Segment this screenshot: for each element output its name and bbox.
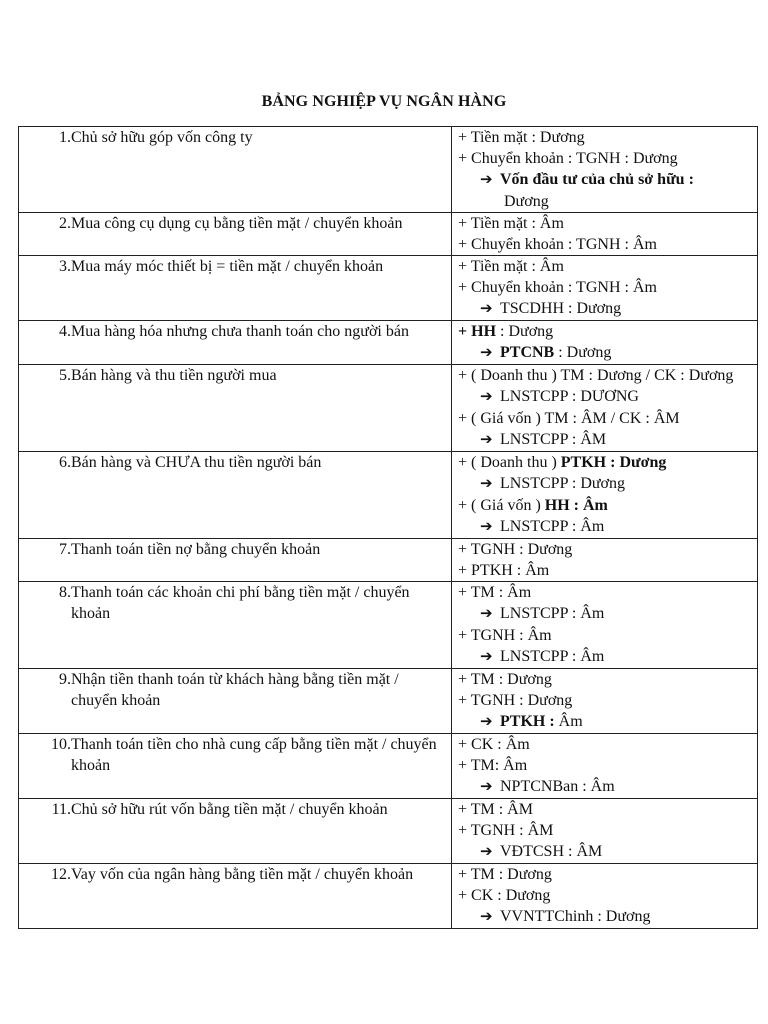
- arrow-right-icon: ➔: [480, 909, 493, 925]
- arrow-right-icon: ➔: [480, 714, 493, 730]
- entry-result-line: [458, 711, 757, 733]
- entry-text: + Tiền mặt : Âm: [458, 258, 564, 275]
- operation-text: Mua công cụ dụng cụ bằng tiền mặt / chuyển khoản: [71, 215, 403, 232]
- operation-cell: [19, 799, 452, 864]
- entry-bold-account: PTKH :: [500, 713, 555, 730]
- operation-cell: [19, 452, 452, 539]
- operation-cell: [19, 864, 452, 929]
- row-number-label: 8.: [59, 584, 71, 601]
- entry-result-line: [458, 841, 757, 863]
- entry-line: [458, 734, 757, 755]
- entry-line: [458, 864, 757, 885]
- entry-line: [458, 495, 757, 516]
- table-row: [19, 734, 758, 799]
- entry-text: NPTCNBan : Âm: [500, 778, 615, 795]
- operation-cell: [19, 669, 452, 734]
- entry-result-line: [458, 603, 757, 625]
- entry-line: [458, 408, 757, 429]
- row-number: [19, 582, 71, 624]
- entries-cell: [452, 365, 758, 452]
- operation-cell: [19, 539, 452, 582]
- entry-text: + Tiền mặt : Dương: [458, 129, 585, 146]
- row-number: [19, 256, 71, 277]
- entry-text: + Chuyển khoản : TGNH : Âm: [458, 236, 657, 253]
- row-number-label: 3.: [59, 258, 71, 275]
- entry-text: + CK : Dương: [458, 887, 551, 904]
- operation-cell: [19, 256, 452, 321]
- arrow-right-icon: ➔: [480, 476, 493, 492]
- row-number: [19, 734, 71, 776]
- entry-text: + CK : Âm: [458, 736, 530, 753]
- entry-bold-account: Vốn đầu tư của chủ sở hữu :: [500, 171, 694, 188]
- entry-text: LNSTCPP : Âm: [500, 605, 605, 622]
- entry-line: [458, 625, 757, 646]
- operation-text: Bán hàng và thu tiền người mua: [71, 367, 277, 384]
- table-row: [19, 213, 758, 256]
- arrow-right-icon: ➔: [480, 301, 493, 317]
- entry-text: + ( Giá vốn ) TM : ÂM / CK : ÂM: [458, 410, 680, 427]
- operation-text: Chủ sở hữu góp vốn công ty: [71, 129, 253, 146]
- entry-text: LNSTCPP : ÂM: [500, 431, 607, 448]
- entry-result-line: [458, 429, 757, 451]
- entry-result-line: [458, 473, 757, 495]
- entry-line: [458, 234, 757, 255]
- operation-text: Mua hàng hóa nhưng chưa thanh toán cho người bán: [71, 323, 409, 340]
- arrow-right-icon: ➔: [480, 432, 493, 448]
- entry-text: VĐTCSH : ÂM: [500, 843, 603, 860]
- arrow-right-icon: ➔: [480, 345, 493, 361]
- arrow-right-icon: ➔: [480, 519, 493, 535]
- arrow-right-icon: ➔: [480, 844, 493, 860]
- row-number-label: 1.: [59, 129, 71, 146]
- operation-text: Thanh toán tiền nợ bằng chuyển khoản: [71, 541, 321, 558]
- row-number: [19, 864, 71, 885]
- entries-cell: [452, 256, 758, 321]
- entries-cell: [452, 127, 758, 213]
- row-number: [19, 799, 71, 820]
- arrow-right-icon: ➔: [480, 389, 493, 405]
- arrow-right-icon: ➔: [480, 779, 493, 795]
- row-number-label: 4.: [59, 323, 71, 340]
- row-number: [19, 669, 71, 711]
- entry-line: [458, 321, 757, 342]
- table-row: [19, 582, 758, 669]
- entries-cell: [452, 864, 758, 929]
- row-number: [19, 539, 71, 560]
- entry-text: + Chuyển khoản : TGNH : Dương: [458, 150, 678, 167]
- entry-continuation-line: [458, 191, 757, 212]
- table-row: [19, 127, 758, 213]
- entry-line: [458, 539, 757, 560]
- row-number: [19, 321, 71, 342]
- table-row: [19, 365, 758, 452]
- entry-line: [458, 365, 757, 386]
- entry-text: + Chuyển khoản : TGNH : Âm: [458, 279, 657, 296]
- entry-line: [458, 582, 757, 603]
- entry-result-line: [458, 342, 757, 364]
- entry-result-line: [458, 776, 757, 798]
- entry-text: + TGNH : ÂM: [458, 822, 554, 839]
- row-number-label: 5.: [59, 367, 71, 384]
- entry-bold-account: PTCNB: [500, 344, 555, 361]
- entry-value: : Dương: [496, 323, 554, 340]
- operation-cell: [19, 734, 452, 799]
- entries-cell: [452, 582, 758, 669]
- row-number-label: 12.: [51, 866, 71, 883]
- operation-text: Nhận tiền thanh toán từ khách hàng bằng tiền mặt / chuyển khoản: [71, 671, 399, 709]
- entries-cell: [452, 669, 758, 734]
- entry-prefix: + ( Giá vốn ): [458, 497, 545, 514]
- entry-text: + TM: Âm: [458, 757, 528, 774]
- operation-cell: [19, 127, 452, 213]
- entry-text: + PTKH : Âm: [458, 562, 550, 579]
- entry-bold-account: PTKH : Dương: [560, 454, 667, 471]
- entry-text: LNSTCPP : DƯƠNG: [500, 388, 639, 405]
- entry-text: + TGNH : Dương: [458, 692, 573, 709]
- entry-text: VVNTTChinh : Dương: [500, 908, 651, 925]
- table-row: [19, 539, 758, 582]
- row-number-label: 10.: [51, 736, 71, 753]
- entry-text: + TGNH : Âm: [458, 627, 552, 644]
- table-row: [19, 799, 758, 864]
- document-title: BẢNG NGHIỆP VỤ NGÂN HÀNG: [261, 93, 507, 110]
- entries-cell: [452, 539, 758, 582]
- entry-value: Âm: [554, 713, 583, 730]
- operation-text: Mua máy móc thiết bị = tiền mặt / chuyển khoản: [71, 258, 384, 275]
- transactions-table: [18, 126, 758, 929]
- table-row: [19, 669, 758, 734]
- arrow-right-icon: ➔: [480, 606, 493, 622]
- entry-result-line: [458, 298, 757, 320]
- entry-value: : Dương: [554, 344, 612, 361]
- row-number-label: 7.: [59, 541, 71, 558]
- entry-result-line: [458, 169, 757, 191]
- entry-line: [458, 885, 757, 906]
- entry-line: [458, 799, 757, 820]
- operation-cell: [19, 365, 452, 452]
- entry-result-line: [458, 516, 757, 538]
- arrow-right-icon: ➔: [480, 172, 493, 188]
- entry-result-line: [458, 906, 757, 928]
- entry-line: [458, 690, 757, 711]
- entries-cell: [452, 734, 758, 799]
- entry-prefix: + ( Doanh thu ): [458, 454, 561, 471]
- entry-text: + TM : Dương: [458, 866, 552, 883]
- row-number: [19, 127, 71, 148]
- operation-cell: [19, 213, 452, 256]
- entries-cell: [452, 452, 758, 539]
- entry-text: LNSTCPP : Âm: [500, 648, 605, 665]
- row-number-label: 9.: [59, 671, 71, 688]
- row-number: [19, 365, 71, 386]
- entry-text: Dương: [504, 193, 549, 210]
- transactions-table-body: [19, 127, 758, 929]
- entry-line: [458, 820, 757, 841]
- entry-text: + TM : Âm: [458, 584, 532, 601]
- entries-cell: [452, 213, 758, 256]
- entry-line: [458, 669, 757, 690]
- entry-text: TSCDHH : Dương: [500, 300, 622, 317]
- entry-text: + TM : Dương: [458, 671, 552, 688]
- operation-text: Chủ sở hữu rút vốn bằng tiền mặt / chuyển khoản: [71, 801, 388, 818]
- arrow-right-icon: ➔: [480, 649, 493, 665]
- entry-line: [458, 452, 757, 473]
- operation-text: Thanh toán tiền cho nhà cung cấp bằng tiền mặt / chuyển khoản: [71, 736, 437, 774]
- operation-text: Bán hàng và CHƯA thu tiền người bán: [71, 454, 322, 471]
- operation-text: Thanh toán các khoản chi phí bằng tiền mặt / chuyển khoản: [71, 584, 410, 622]
- operation-text: Vay vốn của ngân hàng bằng tiền mặt / chuyển khoản: [71, 866, 414, 883]
- entry-text: + TM : ÂM: [458, 801, 533, 818]
- entry-text: LNSTCPP : Dương: [500, 475, 626, 492]
- entry-line: [458, 256, 757, 277]
- table-row: [19, 864, 758, 929]
- entry-text: + TGNH : Dương: [458, 541, 573, 558]
- entry-result-line: [458, 646, 757, 668]
- row-number-label: 6.: [59, 454, 71, 471]
- table-row: [19, 452, 758, 539]
- entry-text: LNSTCPP : Âm: [500, 518, 605, 535]
- entry-line: [458, 148, 757, 169]
- row-number: [19, 452, 71, 473]
- operation-cell: [19, 582, 452, 669]
- entry-bold-account: + HH: [458, 323, 497, 340]
- entry-bold-account: HH : Âm: [544, 497, 608, 514]
- entry-line: [458, 560, 757, 581]
- row-number-label: 2.: [59, 215, 71, 232]
- entry-line: [458, 277, 757, 298]
- table-row: [19, 256, 758, 321]
- entry-line: [458, 755, 757, 776]
- entry-text: + ( Doanh thu ) TM : Dương / CK : Dương: [458, 367, 734, 384]
- entry-line: [458, 127, 757, 148]
- entry-result-line: [458, 386, 757, 408]
- entries-cell: [452, 799, 758, 864]
- table-row: [19, 321, 758, 365]
- row-number: [19, 213, 71, 234]
- entry-text: + Tiền mặt : Âm: [458, 215, 564, 232]
- entry-line: [458, 213, 757, 234]
- operation-cell: [19, 321, 452, 365]
- entries-cell: [452, 321, 758, 365]
- row-number-label: 11.: [51, 801, 71, 818]
